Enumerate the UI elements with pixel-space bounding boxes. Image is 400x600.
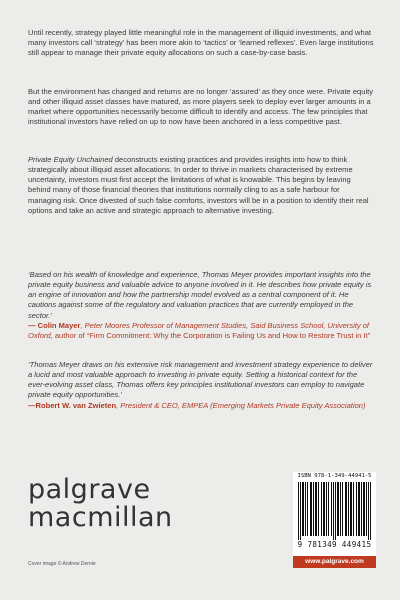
quote-2-name: Robert W. van Zwieten — [35, 400, 117, 410]
book-title: Private Equity Unchained — [28, 155, 113, 164]
logo-line-1: palgrave — [28, 474, 151, 505]
isbn-label: ISBN 978-1-349-44941-5 — [297, 473, 372, 479]
quote-2-body: ‘Thomas Meyer draws on his extensive risk management and investment strategy experience to deliver a lucid and most valuable approach to investing in private equity. Setting a historical context for the ever-evolving asset class, Thomas offers key principles institutional investors can employ to navigate private equity opportunities.’ — [28, 360, 373, 400]
paragraph-3 — [28, 155, 374, 216]
quote-1-text — [28, 270, 374, 341]
logo-line-2: macmillan — [28, 502, 173, 533]
quote-1-role: , Peter Moores Professor of Management Studies, Said Business School, University of Oxford, — [28, 320, 370, 340]
publisher-url[interactable]: www.palgrave.com — [293, 556, 376, 568]
environment-paragraph — [28, 87, 374, 128]
quote-1-name: Colin Mayer — [37, 320, 81, 330]
isbn-barcode — [293, 472, 376, 556]
paragraph-1: Until recently, strategy played little meaningful role in the management of illiquid investments, and what many investors call ‘strategy’ has been more akin to ‘tactics’ or ‘learned reflexes’. Even large institutions still appear to manage their private equity allocations on such a case-by-case basis. — [28, 28, 374, 58]
paragraph-3-body: deconstructs existing practices and provides insights into how to think strategically about illiquid asset allocations. In order to thrive in markets characterised by extreme uncertainty, investors must first accept the limitations of what is knowable. This begins by leaving behind many of those financial theories that institutions normally cling to as a safe harbour for managing risk. Once divested of such false comforts, investors will be in a position to identify their real options and take an active and strategic approach to alternative investing. — [28, 155, 369, 215]
endorsement-1 — [28, 270, 374, 341]
paragraph-2: But the environment has changed and returns are no longer ‘assured’ as they once were. Private equity and other illiquid asset classes have matured, as more players seek to deploy ever larger amounts in a market where opportunities necessarily become difficult to identify and access. The few principles that institutional investors have relied on up to now have been anchored in a less competitive past. — [28, 87, 373, 127]
quote-1-author-of: author of — [52, 330, 87, 340]
book-summary-paragraph — [28, 155, 374, 216]
quote-2-dash: — — [28, 400, 36, 410]
quote-2-role: , President & CEO, EMPEA (Emerging Markets Private Equity Association) — [116, 400, 366, 410]
isbn-digits: 9 781349 449415 — [297, 540, 372, 549]
quote-1-body: ‘Based on his wealth of knowledge and experience, Thomas Meyer provides important insights into the private equity business and valuable advice to anyone involved in it. He describes how private equity is an engine of innovation and how the partnership model evolved as a central component of it. He cautions against some of the regulatory and valuation practices that are currently employed in the sector.’ — [28, 270, 372, 320]
quote-2-text — [28, 360, 374, 411]
intro-paragraph — [28, 28, 374, 58]
cover-image-credit: Cover image © Andrew Dernie — [28, 561, 96, 567]
palgrave-macmillan-logo — [28, 476, 173, 532]
barcode-bars — [298, 482, 371, 540]
quote-1-dash: — — [28, 320, 38, 330]
quote-1-book-title: “Firm Commitment: Why the Corporation is Failing Us and How to Restore Trust in It” — [86, 330, 371, 340]
endorsement-2 — [28, 360, 374, 411]
